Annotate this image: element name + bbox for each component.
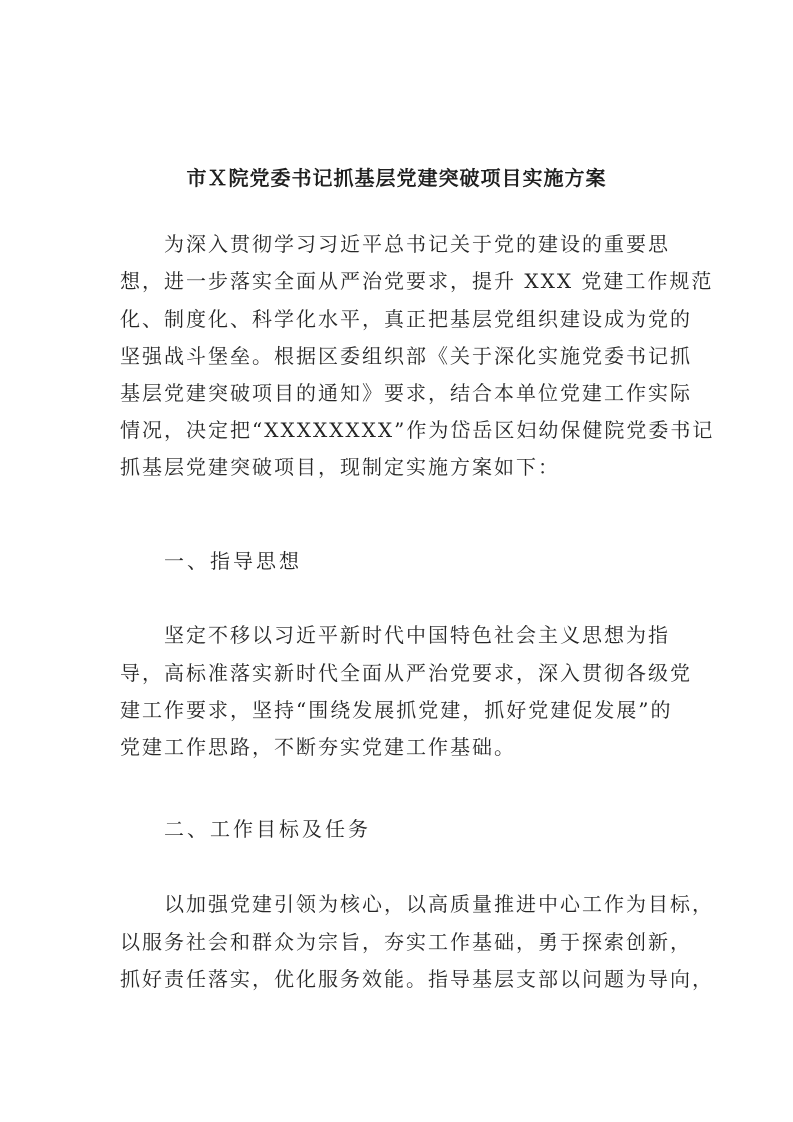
intro-line-5: 基层党建突破项目的通知》要求，结合本单位党建工作实际 [120,381,692,405]
intro-line-6: 情况，决定把“XXXXXXXX”作为岱岳区妇幼保健院党委书记 [120,418,715,442]
intro-line-2: 想，进一步落实全面从严治党要求，提升 XXX 党建工作规范 [120,269,714,293]
section1-line-3: 建工作要求，坚持“围绕发展抓党建，抓好党建促发展”的 [120,698,673,722]
intro-line-3: 化、制度化、科学化水平，真正把基层党组织建设成为党的 [120,307,692,331]
section2-line-3: 抓好责任落实，优化服务效能。指导基层支部以问题为导向， [120,967,714,991]
section1-line-4: 党建工作思路，不断夯实党建工作基础。 [120,735,516,759]
intro-line-4: 坚强战斗堡垒。根据区委组织部《关于深化实施党委书记抓 [120,344,692,368]
section-heading-2: 二、工作目标及任务 [164,817,371,841]
section2-line-1: 以加强党建引领为核心，以高质量推进中心工作为目标， [164,892,714,916]
document-title: 市Ｘ院党委书记抓基层党建突破项目实施方案 [186,166,607,190]
section1-line-2: 导，高标准落实新时代全面从严治党要求，深入贯彻各级党 [120,661,692,685]
section-heading-1: 一、指导思想 [164,549,302,573]
intro-line-1: 为深入贯彻学习习近平总书记关于党的建设的重要思 [164,232,670,256]
section2-line-2: 以服务社会和群众为宗旨，夯实工作基础，勇于探索创新， [120,930,692,954]
section1-line-1: 坚定不移以习近平新时代中国特色社会主义思想为指 [164,623,670,647]
intro-line-7: 抓基层党建突破项目，现制定实施方案如下： [120,455,560,479]
